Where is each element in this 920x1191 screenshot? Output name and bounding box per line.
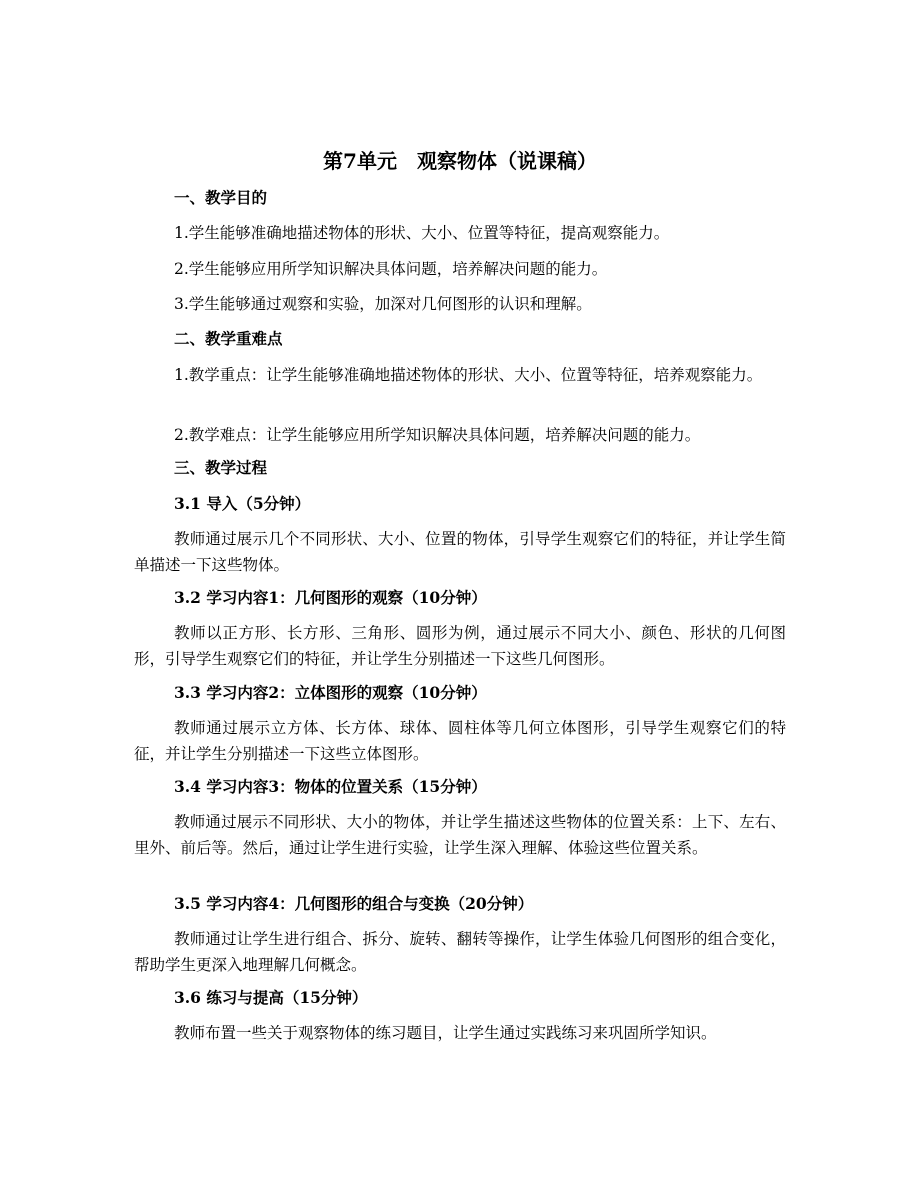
- step-heading-3-6: 3.6 练习与提高（15分钟）: [174, 988, 368, 1007]
- step-heading-3-1: 3.1 导入（5分钟）: [174, 494, 311, 513]
- section-heading-objectives: 一、教学目的: [174, 188, 268, 207]
- section-heading-key-points: 二、教学重难点: [174, 329, 283, 348]
- step-heading-3-4: 3.4 学习内容3：物体的位置关系（15分钟）: [174, 777, 487, 796]
- step-text-3-3: 教师通过展示立方体、长方体、球体、圆柱体等几何立体图形，引导学生观察它们的特征，并让学生分别描述一下这些立体图形。: [134, 719, 786, 763]
- objective-item-2: 2.学生能够应用所学知识解决具体问题，培养解决问题的能力。: [174, 260, 608, 278]
- step-heading-3-2: 3.2 学习内容1：几何图形的观察（10分钟）: [174, 588, 487, 607]
- key-point-item-1: 1.教学重点：让学生能够准确地描述物体的形状、大小、位置等特征，培养观察能力。: [174, 366, 763, 384]
- step-text-3-6: 教师布置一些关于观察物体的练习题目，让学生通过实践练习来巩固所学知识。: [174, 1024, 717, 1042]
- step-heading-3-3: 3.3 学习内容2：立体图形的观察（10分钟）: [174, 683, 487, 702]
- objective-item-1: 1.学生能够准确地描述物体的形状、大小、位置等特征，提高观察能力。: [174, 224, 670, 242]
- objective-item-3: 3.学生能够通过观察和实验，加深对几何图形的认识和理解。: [174, 295, 592, 313]
- step-text-3-4: 教师通过展示不同形状、大小的物体，并让学生描述这些物体的位置关系：上下、左右、里外、前后等。然后，通过让学生进行实验，让学生深入理解、体验这些位置关系。: [134, 813, 786, 857]
- step-text-3-1: 教师通过展示几个不同形状、大小、位置的物体，引导学生观察它们的特征，并让学生简单描述一下这些物体。: [134, 530, 786, 574]
- key-point-item-2: 2.教学难点：让学生能够应用所学知识解决具体问题，培养解决问题的能力。: [174, 426, 701, 444]
- section-heading-process: 三、教学过程: [174, 458, 268, 477]
- document-title: 第7单元 观察物体（说课稿）: [323, 149, 597, 173]
- step-text-3-2: 教师以正方形、长方形、三角形、圆形为例，通过展示不同大小、颜色、形状的几何图形，引导学生观察它们的特征，并让学生分别描述一下这些几何图形。: [134, 624, 786, 668]
- step-heading-3-5: 3.5 学习内容4：几何图形的组合与变换（20分钟）: [174, 894, 534, 913]
- step-text-3-5: 教师通过让学生进行组合、拆分、旋转、翻转等操作，让学生体验几何图形的组合变化，帮助学生更深入地理解几何概念。: [134, 930, 786, 974]
